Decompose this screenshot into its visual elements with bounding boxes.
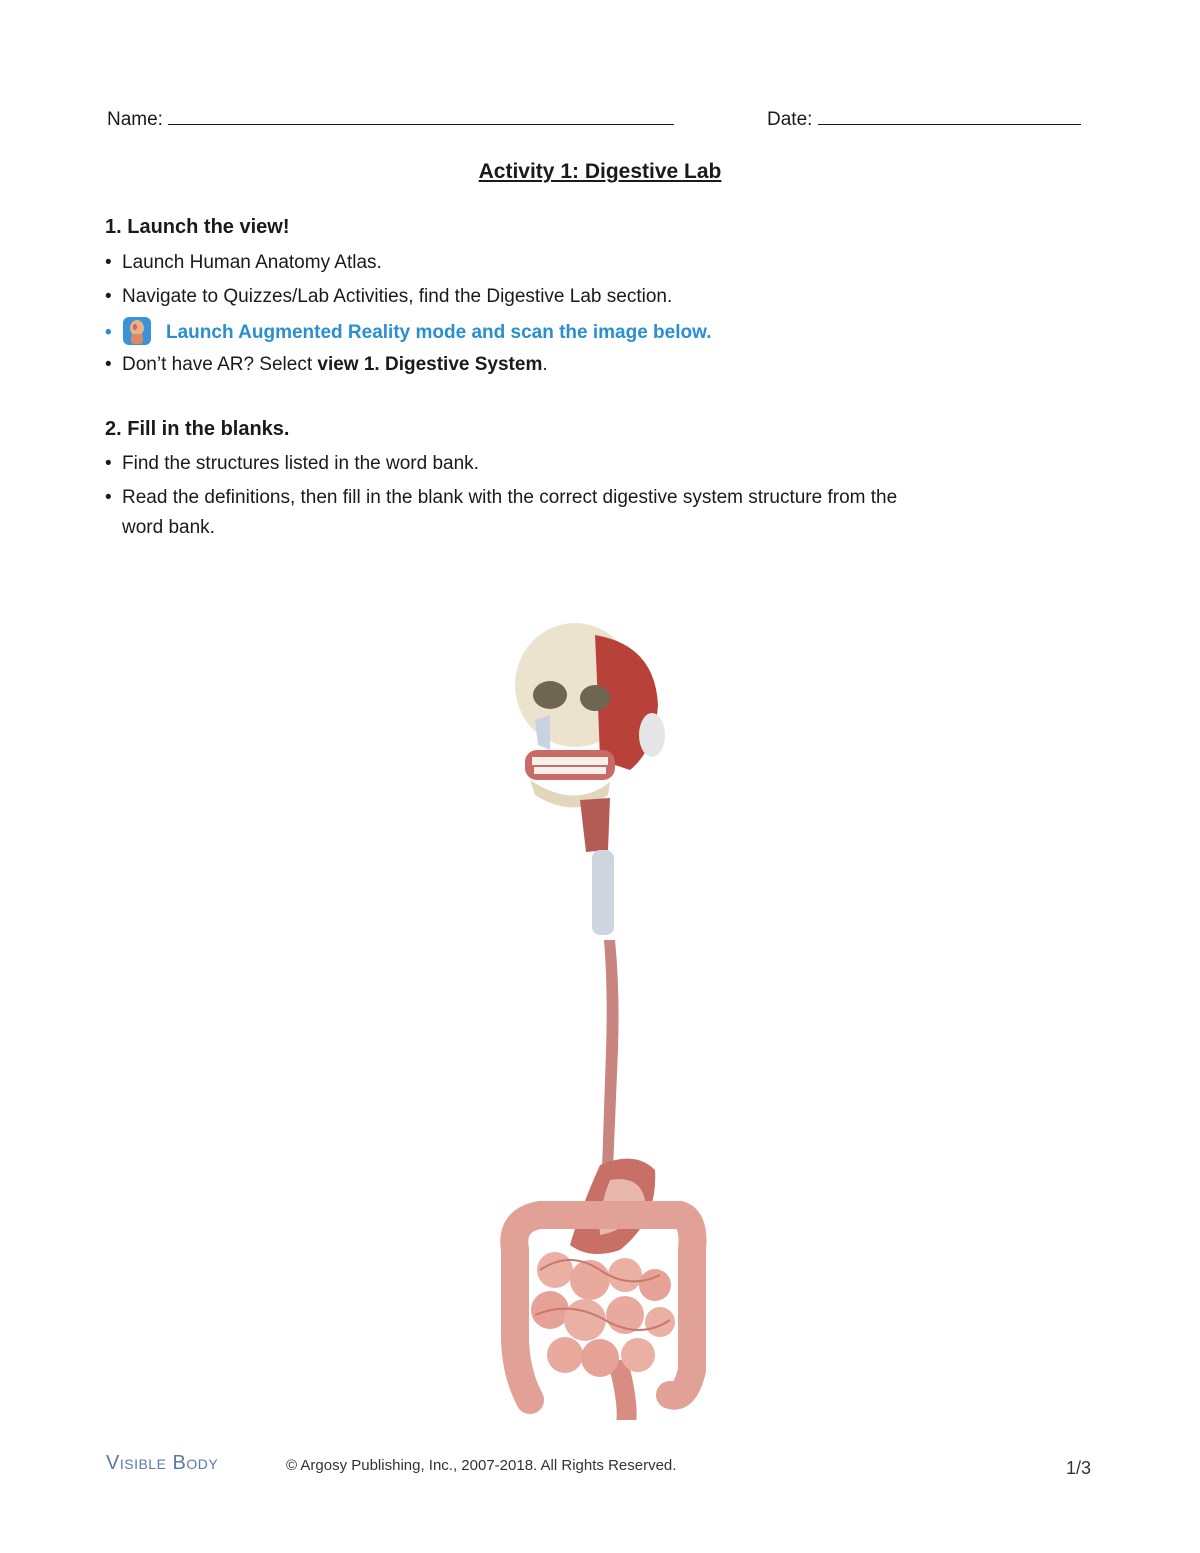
name-field [107,106,674,132]
date-label: Date: [767,109,813,130]
copyright-text: © Argosy Publishing, Inc., 2007-2018. All Rights Reserved. [286,1457,677,1474]
visible-body-logo: Visible Body [106,1452,219,1474]
name-label: Name: [107,109,163,130]
esophagus-illustration [580,798,619,1170]
date-blank[interactable] [818,106,1081,125]
bullet-no-ar: • Don’t have AR? Select view 1. Digestive System. [105,350,548,380]
head-illustration [515,623,665,808]
page-number: 1/3 [1066,1458,1092,1478]
bullet-dot-icon: • [105,286,112,307]
bullet-navigate: • Navigate to Quizzes/Lab Activities, find the Digestive Lab section. [105,282,672,312]
section1-heading: 1. Launch the view! [105,216,290,238]
section2-heading: 2. Fill in the blanks. [105,418,290,440]
page-title: Activity 1: Digestive Lab [478,160,722,183]
name-blank[interactable] [168,106,674,125]
bullet-dot-icon: • [105,322,112,343]
small-intestine-illustration [531,1252,675,1377]
date-field [767,106,1081,132]
anatomy-atlas-app-icon [122,316,152,346]
bullet-ar-mode [105,316,711,348]
bullet-dot-icon: • [105,453,112,474]
bullet-read-definitions: • Read the definitions, then fill in the blank with the correct digestive system structure from the word bank. [105,483,897,543]
bullet-find-structures: • Find the structures listed in the word bank. [105,449,479,479]
ar-instruction: Launch Augmented Reality mode and scan the image below. [166,322,712,343]
bullet-dot-icon: • [105,354,112,375]
bullet-launch-atlas: • Launch Human Anatomy Atlas. [105,248,382,278]
digestive-system-illustration [480,610,720,1420]
bullet-dot-icon: • [105,252,112,273]
bullet-dot-icon: • [105,487,112,508]
view-name: view 1. Digestive System [317,354,543,375]
